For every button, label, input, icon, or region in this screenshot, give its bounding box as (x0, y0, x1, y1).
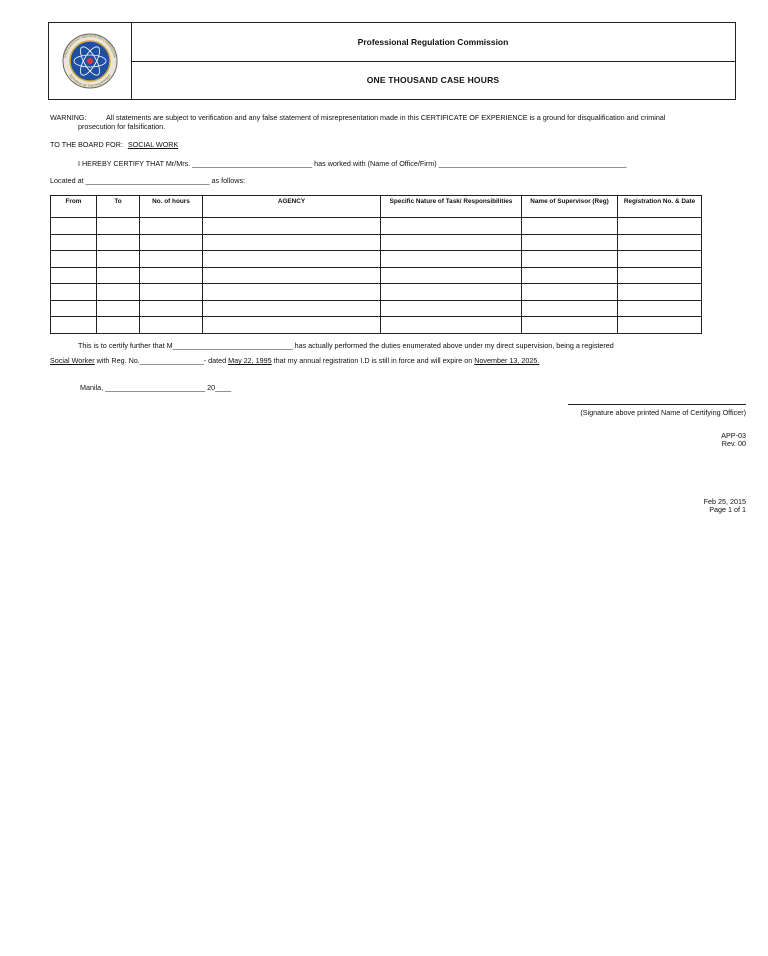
table-cell[interactable] (381, 234, 522, 251)
col-to: To (97, 196, 140, 218)
certify-line: I HEREBY CERTIFY THAT Mr/Mrs. ______________________________ has worked with (Name of Office/Firm) _______________________________________________ (78, 159, 627, 168)
dated-value: May 22, 1995 (228, 356, 272, 365)
table-cell[interactable] (97, 267, 140, 284)
table-cell[interactable] (203, 284, 381, 301)
table-cell[interactable] (51, 218, 97, 235)
table-cell[interactable] (140, 300, 203, 317)
table-cell[interactable] (522, 284, 618, 301)
form-header (48, 22, 736, 100)
table-cell[interactable] (51, 317, 97, 334)
table-cell[interactable] (381, 251, 522, 268)
table-cell[interactable] (522, 267, 618, 284)
table-cell[interactable] (522, 251, 618, 268)
form-title: ONE THOUSAND CASE HOURS (366, 75, 500, 85)
col-agency: AGENCY (203, 196, 381, 218)
col-from: From (51, 196, 97, 218)
col-supervisor: Name of Supervisor (Reg) (522, 196, 618, 218)
table-cell[interactable] (203, 234, 381, 251)
table-cell[interactable] (618, 317, 702, 334)
table-cell[interactable] (522, 300, 618, 317)
signature-caption: (Signature above printed Name of Certifying Officer) (580, 408, 746, 417)
table-cell[interactable] (203, 317, 381, 334)
col-task: Specific Nature of Task/ Responsibilities (381, 196, 522, 218)
table-cell[interactable] (618, 300, 702, 317)
table-cell[interactable] (140, 284, 203, 301)
table-row (51, 251, 702, 268)
board-row (50, 140, 178, 150)
table-row (51, 284, 702, 301)
table-cell[interactable] (381, 300, 522, 317)
board-value: SOCIAL WORK (127, 140, 179, 149)
table-cell[interactable] (97, 251, 140, 268)
table-cell[interactable] (51, 251, 97, 268)
page-number: Page 1 of 1 (709, 505, 746, 514)
table-cell[interactable] (522, 234, 618, 251)
table-cell[interactable] (97, 317, 140, 334)
experience-table (50, 195, 702, 334)
table-cell[interactable] (522, 317, 618, 334)
table-row (51, 267, 702, 284)
logo-cell (49, 23, 132, 99)
table-cell[interactable] (522, 218, 618, 235)
table-cell[interactable] (381, 317, 522, 334)
col-registration: Registration No. & Date (618, 196, 702, 218)
certify-further-line2 (50, 356, 539, 366)
table-cell[interactable] (203, 300, 381, 317)
table-cell[interactable] (51, 300, 97, 317)
expiry-value: November 13, 2025. (474, 356, 540, 365)
table-cell[interactable] (618, 284, 702, 301)
table-cell[interactable] (203, 267, 381, 284)
table-cell[interactable] (618, 267, 702, 284)
table-cell[interactable] (618, 251, 702, 268)
table-header-row (51, 196, 702, 218)
table-cell[interactable] (618, 234, 702, 251)
revision-no: Rev. 00 (721, 439, 746, 448)
profession-value: Social Worker (50, 356, 95, 365)
table-cell[interactable] (140, 234, 203, 251)
table-cell[interactable] (97, 234, 140, 251)
warning-text-line2: prosecution for falsification. (78, 122, 166, 131)
table-row (51, 218, 702, 235)
warning-label: WARNING: (50, 113, 87, 122)
table-cell[interactable] (203, 218, 381, 235)
table-cell[interactable] (97, 300, 140, 317)
footer-date: Feb 25, 2015 (703, 497, 746, 506)
table-cell[interactable] (381, 267, 522, 284)
agency-name: Professional Regulation Commission (131, 23, 735, 62)
table-cell[interactable] (381, 284, 522, 301)
seal-ring-top-text: PROFESSIONAL REGULATION COMMISSION (63, 33, 117, 58)
table-cell[interactable] (203, 251, 381, 268)
table-cell[interactable] (140, 218, 203, 235)
warning-text-line1: All statements are subject to verification and any false statement of misrepresentation made in this CERTIFICATE OF EXPERIENCE is a ground for disqualification and criminal (106, 113, 666, 122)
form-code: APP-03 (721, 431, 746, 440)
registration-middle-text: that my annual registration I.D is still in force and will expire on (273, 356, 473, 365)
table-cell[interactable] (51, 267, 97, 284)
located-line: Located at _______________________________ as follows: (50, 176, 246, 185)
certify-further-line1: This is to certify further that M______________________________ has actually performed the duties enumerated above under my direct supervision, being a registered (78, 341, 614, 350)
table-cell[interactable] (140, 251, 203, 268)
table-row (51, 317, 702, 334)
board-label: TO THE BOARD FOR: (50, 140, 123, 149)
table-cell[interactable] (140, 317, 203, 334)
table-cell[interactable] (51, 234, 97, 251)
table-cell[interactable] (97, 284, 140, 301)
signature-line (568, 404, 746, 405)
table-cell[interactable] (140, 267, 203, 284)
prc-seal-icon (49, 23, 131, 99)
table-row (51, 234, 702, 251)
seal-ring-bottom-text: REPUBLIC OF THE PHILIPPINES (68, 73, 112, 89)
table-cell[interactable] (97, 218, 140, 235)
table-cell[interactable] (51, 284, 97, 301)
place-date-line: Manila, _________________________ 20____ (80, 383, 232, 392)
reg-no-text: with Reg. No.________________- dated (96, 356, 227, 365)
col-hours: No. of hours (140, 196, 203, 218)
table-cell[interactable] (381, 218, 522, 235)
table-cell[interactable] (618, 218, 702, 235)
table-row (51, 300, 702, 317)
